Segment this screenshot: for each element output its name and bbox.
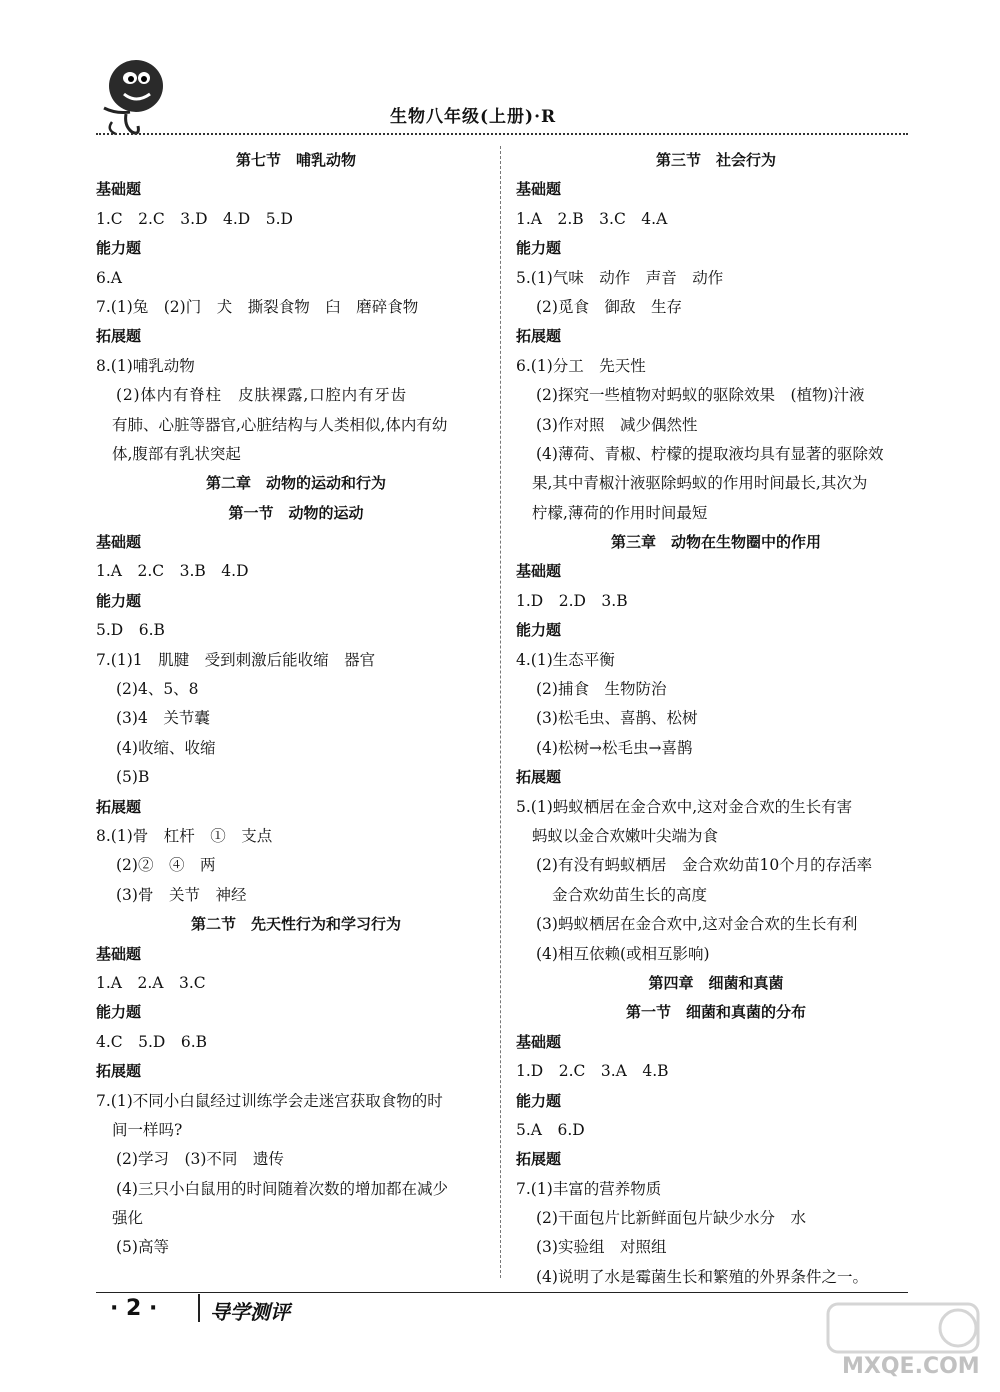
right-answer-line: (4)相互依赖(或相互影响) — [536, 944, 710, 963]
left-answer-line: (5)高等 — [116, 1238, 169, 1257]
left-answer-line: 8.(1)骨 杠杆 ① 支点 — [96, 826, 273, 845]
left-answer-line: 8.(1)哺乳动物 — [96, 356, 195, 375]
right-question-type-label: 拓展题 — [516, 1150, 562, 1169]
left-answer-line: 5.D 6.B — [96, 621, 165, 640]
left-answer-line: 1.A 2.A 3.C — [96, 973, 206, 992]
watermark-text: MXQE.COM — [842, 1354, 980, 1379]
left-answer-line: 4.C 5.D 6.B — [96, 1032, 208, 1051]
right-answer-line: 1.D 2.D 3.B — [516, 591, 628, 610]
left-answer-line: 1.A 2.C 3.B 4.D — [96, 562, 249, 581]
footer-brand: 导学测评 — [210, 1300, 290, 1324]
right-section-heading: 第三章 动物在生物圈中的作用 — [610, 533, 821, 552]
right-question-type-label: 基础题 — [516, 1032, 562, 1051]
right-answer-line: (2)有没有蚂蚁栖居 金合欢幼苗10个月的存活率 — [536, 856, 873, 875]
left-answer-line: (2)4、5、8 — [116, 680, 199, 699]
right-answer-line: (4)松树→松毛虫→喜鹊 — [536, 738, 693, 757]
right-answer-line: (3)松毛虫、喜鹊、松树 — [536, 709, 698, 728]
right-question-type-label: 能力题 — [516, 239, 562, 258]
left-question-type-label: 拓展题 — [96, 797, 142, 816]
left-question-type-label: 能力题 — [96, 591, 142, 610]
right-answer-line: (3)实验组 对照组 — [536, 1238, 667, 1257]
left-question-type-label: 基础题 — [96, 533, 142, 552]
left-question-type-label: 能力题 — [96, 239, 142, 258]
right-answer-line: 柠檬,薄荷的作用时间最短 — [532, 503, 708, 522]
right-answer-line: 1.A 2.B 3.C 4.A — [516, 209, 668, 228]
right-question-type-label: 基础题 — [516, 562, 562, 581]
page-header — [0, 0, 1000, 165]
right-answer-line: (3)蚂蚁栖居在金合欢中,这对金合欢的生长有利 — [536, 915, 858, 934]
right-answer-line: (2)干面包片比新鲜面包片缺少水分 水 — [536, 1209, 806, 1228]
left-answer-line: (3)骨 关节 神经 — [116, 885, 247, 904]
left-answer-line: (2)② ④ 两 — [116, 856, 216, 875]
right-answer-line: 果,其中青椒汁液驱除蚂蚁的作用时间最长,其次为 — [532, 474, 868, 493]
column-divider — [500, 146, 501, 1278]
left-section-heading: 第七节 哺乳动物 — [235, 151, 356, 169]
right-answer-line: (2)觅食 御敌 生存 — [536, 297, 682, 316]
right-question-type-label: 拓展题 — [516, 768, 562, 787]
right-question-type-label: 能力题 — [516, 621, 562, 640]
right-answer-line: (4)薄荷、青椒、柠檬的提取液均具有显著的驱除效 — [536, 444, 884, 463]
right-question-type-label: 基础题 — [516, 180, 562, 199]
right-answer-line: 5.A 6.D — [516, 1120, 585, 1139]
left-answer-line: (3)4 关节囊 — [116, 709, 210, 728]
left-answer-line: 强化 — [112, 1209, 144, 1228]
right-answer-line: (2)捕食 生物防治 — [536, 680, 667, 699]
right-answer-line: 5.(1)蚂蚁栖居在金合欢中,这对金合欢的生长有害 — [516, 797, 853, 816]
left-answer-line: 7.(1)兔 (2)门 犬 撕裂食物 臼 磨碎食物 — [96, 297, 419, 316]
right-answer-line: 7.(1)丰富的营养物质 — [516, 1179, 662, 1198]
right-section-heading: 第一节 细菌和真菌的分布 — [625, 1003, 806, 1022]
left-answer-line: 间一样吗? — [112, 1120, 183, 1139]
right-section-heading: 第四章 细菌和真菌 — [648, 973, 784, 992]
right-answer-line: 1.D 2.C 3.A 4.B — [516, 1062, 669, 1081]
right-answer-line: 蚂蚁以金合欢嫩叶尖端为食 — [532, 826, 719, 845]
left-answer-line: (4)收缩、收缩 — [116, 738, 216, 757]
answer-column-right — [516, 146, 916, 1292]
right-answer-line: 5.(1)气味 动作 声音 动作 — [516, 268, 724, 287]
left-answer-line: 有肺、心脏等器官,心脏结构与人类相似,体内有幼 — [112, 415, 448, 434]
left-section-heading: 第二章 动物的运动和行为 — [205, 474, 386, 493]
left-answer-line: 体,腹部有乳状突起 — [112, 444, 241, 463]
right-question-type-label: 能力题 — [516, 1091, 562, 1110]
left-question-type-label: 能力题 — [96, 1003, 142, 1022]
left-answer-line: (4)三只小白鼠用的时间随着次数的增加都在减少 — [116, 1179, 448, 1198]
mascot-logo-icon — [96, 52, 176, 138]
left-answer-line: (2)学习 (3)不同 遗传 — [116, 1150, 284, 1169]
left-section-heading: 第二节 先天性行为和学习行为 — [190, 915, 401, 934]
right-answer-line: (3)作对照 减少偶然性 — [536, 415, 698, 434]
left-answer-line: 6.A — [96, 268, 122, 287]
page-number: · 2 · — [110, 1296, 158, 1321]
header-divider — [96, 133, 908, 135]
footer-divider — [96, 1292, 908, 1293]
left-answer-line: 7.(1)不同小白鼠经过训练学会走迷宫获取食物的时 — [96, 1091, 443, 1110]
right-answer-line: 金合欢幼苗生长的高度 — [552, 885, 708, 904]
right-answer-line: (2)探究一些植物对蚂蚁的驱除效果 (植物)汁液 — [536, 386, 865, 405]
left-question-type-label: 基础题 — [96, 944, 142, 963]
left-answer-line: 7.(1)1 肌腱 受到刺激后能收缩 器官 — [96, 650, 376, 669]
right-answer-line: 6.(1)分工 先天性 — [516, 356, 646, 375]
left-question-type-label: 拓展题 — [96, 327, 142, 346]
left-answer-line: 1.C 2.C 3.D 4.D 5.D — [96, 209, 293, 228]
footer-separator — [198, 1294, 200, 1322]
answer-column-left — [96, 146, 496, 1263]
left-section-heading: 第一节 动物的运动 — [228, 503, 364, 522]
left-question-type-label: 拓展题 — [96, 1062, 142, 1081]
left-answer-line: (2)体内有脊柱 皮肤裸露,口腔内有牙齿 — [116, 386, 407, 405]
right-answer-line: (4)说明了水是霉菌生长和繁殖的外界条件之一。 — [536, 1267, 868, 1286]
right-section-heading: 第三节 社会行为 — [655, 151, 776, 169]
right-answer-line: 4.(1)生态平衡 — [516, 650, 615, 669]
left-answer-line: (5)B — [116, 768, 150, 787]
right-question-type-label: 拓展题 — [516, 327, 562, 346]
header-title: 生物八年级(上册)·R — [390, 107, 557, 127]
left-question-type-label: 基础题 — [96, 180, 142, 199]
